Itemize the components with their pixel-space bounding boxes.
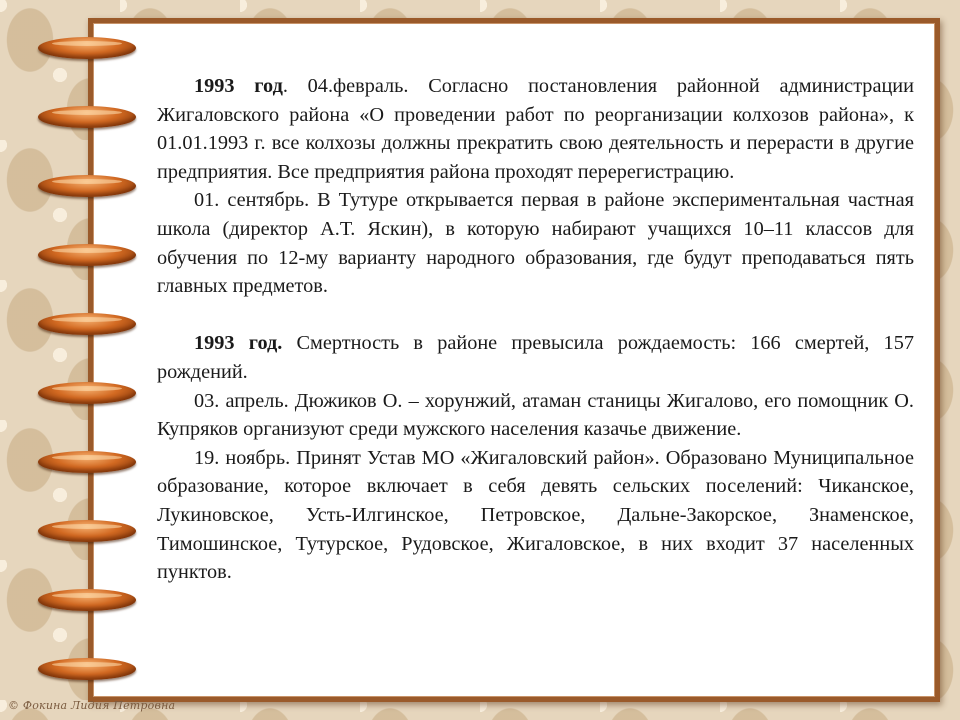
chronicle-text [157,72,914,587]
paragraph-november-charter: 19. ноябрь. Принят Устав МО «Жигаловский район». Образовано Муниципальное образование, которое включает в себя девять сельских поселений: Чиканское, Лукиновское, Усть-Илгинское, Петровское, Дальне-Закорское, Знаменское, Тимошинское, Тутурское, Рудовское, Жигаловское, в них входит 37 населенных пунктов. [157,446,914,584]
binding-ring [38,451,136,473]
binding-ring [38,175,136,197]
year-heading: 1993 год. [194,332,283,355]
author-watermark: © Фокина Лидия Петровна [8,699,176,712]
binding-ring [38,244,136,266]
binding-ring [38,382,136,404]
binding-ring [38,658,136,680]
binding-ring [38,589,136,611]
paragraph-1993-mortality: 1993 год. Смертность в районе превысила рождаемость: 166 смертей, 157 рождений. [157,332,914,383]
binding-ring [38,313,136,335]
binding-ring [38,520,136,542]
binding-ring [38,106,136,128]
paragraph-april-cossacks: 03. апрель. Дюжиков О. – хорунжий, атаман станицы Жигалово, его помощник О. Купряков организуют среди мужского населения казачье движение. [157,389,914,441]
paragraph-september-school: 01. сентябрь. В Тутуре открывается первая в районе экспериментальная частная школа (директор А.Т. Яскин), в которую набирают учащихся 10–11 классов для обучения по 12-му варианту народного образования, где будут преподаваться пять главных предметов. [157,189,914,298]
year-heading: 1993 год [194,75,283,97]
paragraph-1993-february: 1993 год. 04.февраль. Согласно постановления районной администрации Жигаловского района «О проведении работ по реорганизации колхозов района», к 01.01.1993 г. все колхозы должны прекратить свою деятельность и перерасти в другие предприятия. Все предприятия района проходят перерегистрацию. [157,75,915,183]
spiral-binding [0,0,160,720]
binding-ring [38,37,136,59]
